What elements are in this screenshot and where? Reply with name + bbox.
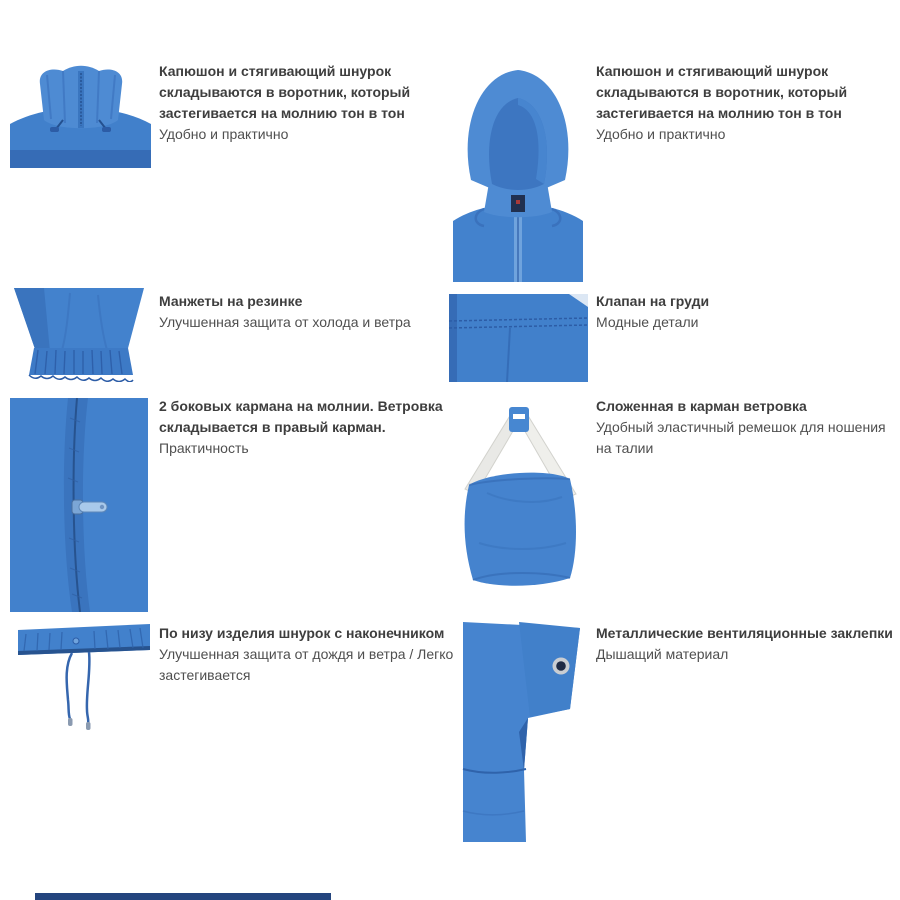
- ventilation-rivet-photo: [449, 620, 590, 842]
- feature-subtitle: Удобно и практично: [596, 126, 726, 142]
- feature-block-hood: [596, 61, 896, 145]
- elastic-cuff-illustration: [10, 288, 148, 382]
- feature-title: По низу изделия шнурок с наконечником: [159, 625, 445, 641]
- feature-block-chest-flap: [596, 291, 896, 333]
- grommet-hole: [556, 661, 566, 671]
- folded-jacket-pouch: [465, 473, 576, 586]
- hood-illustration: [447, 59, 589, 282]
- feature-title: Капюшон и стягивающий шнурок складываются в воротник, который застегивается на молнию тон в тон: [596, 63, 848, 121]
- feature-block-cuff: [159, 291, 465, 333]
- hem-drawstring-illustration: [10, 622, 151, 734]
- side-pocket-illustration: [10, 398, 148, 612]
- drawcord-left: [67, 653, 72, 719]
- feature-subtitle: Улучшенная защита от дождя и ветра / Легко застегивается: [159, 646, 454, 683]
- chest-flap-photo: [449, 294, 588, 382]
- feature-subtitle: Улучшенная защита от холода и ветра: [159, 314, 411, 330]
- feature-title: Капюшон и стягивающий шнурок складываются в воротник, который застегивается на молнию тон в тон: [159, 63, 411, 121]
- feature-subtitle: Практичность: [159, 440, 249, 456]
- chest-flap-illustration: [449, 294, 588, 382]
- hood-photo: [447, 59, 589, 282]
- collar-closeup-illustration: [10, 62, 151, 168]
- feature-subtitle: Удобно и практично: [159, 126, 289, 142]
- feature-title: Клапан на груди: [596, 293, 710, 309]
- ventilation-rivet-illustration: [449, 620, 590, 842]
- strap-buckle: [509, 407, 529, 432]
- packed-jacket-photo: [449, 393, 590, 589]
- drawcord-toggle-right: [102, 127, 111, 132]
- feature-block-hem: [159, 623, 471, 686]
- hem-drawstring-photo: [10, 622, 151, 734]
- feature-block-rivets: [596, 623, 896, 665]
- feature-block-pockets: [159, 396, 465, 459]
- feature-subtitle: Удобный эластичный ремешок для ношения на талии: [596, 419, 886, 456]
- packed-jacket-illustration: [449, 393, 590, 589]
- feature-title: Манжеты на резинке: [159, 293, 303, 309]
- cord-tip-right: [86, 722, 91, 730]
- drawcord-right: [87, 652, 90, 723]
- collar-closeup-photo: [10, 62, 151, 168]
- cord-tip-left: [68, 718, 73, 726]
- feature-title: 2 боковых кармана на молнии. Ветровка складывается в правый карман.: [159, 398, 443, 435]
- elastic-cuff-photo: [10, 288, 148, 382]
- side-pocket-zipper-photo: [10, 398, 148, 612]
- feature-title: Металлические вентиляционные заклепки: [596, 625, 893, 641]
- feature-block-collar: [159, 61, 465, 145]
- feature-subtitle: Дышащий материал: [596, 646, 729, 662]
- feature-block-packed: [596, 396, 896, 459]
- feature-title: Сложенная в карман ветровка: [596, 398, 807, 414]
- feature-subtitle: Модные детали: [596, 314, 699, 330]
- hem-snap: [73, 638, 79, 644]
- drawcord-toggle-left: [50, 127, 59, 132]
- partial-next-image-strip: [35, 893, 331, 900]
